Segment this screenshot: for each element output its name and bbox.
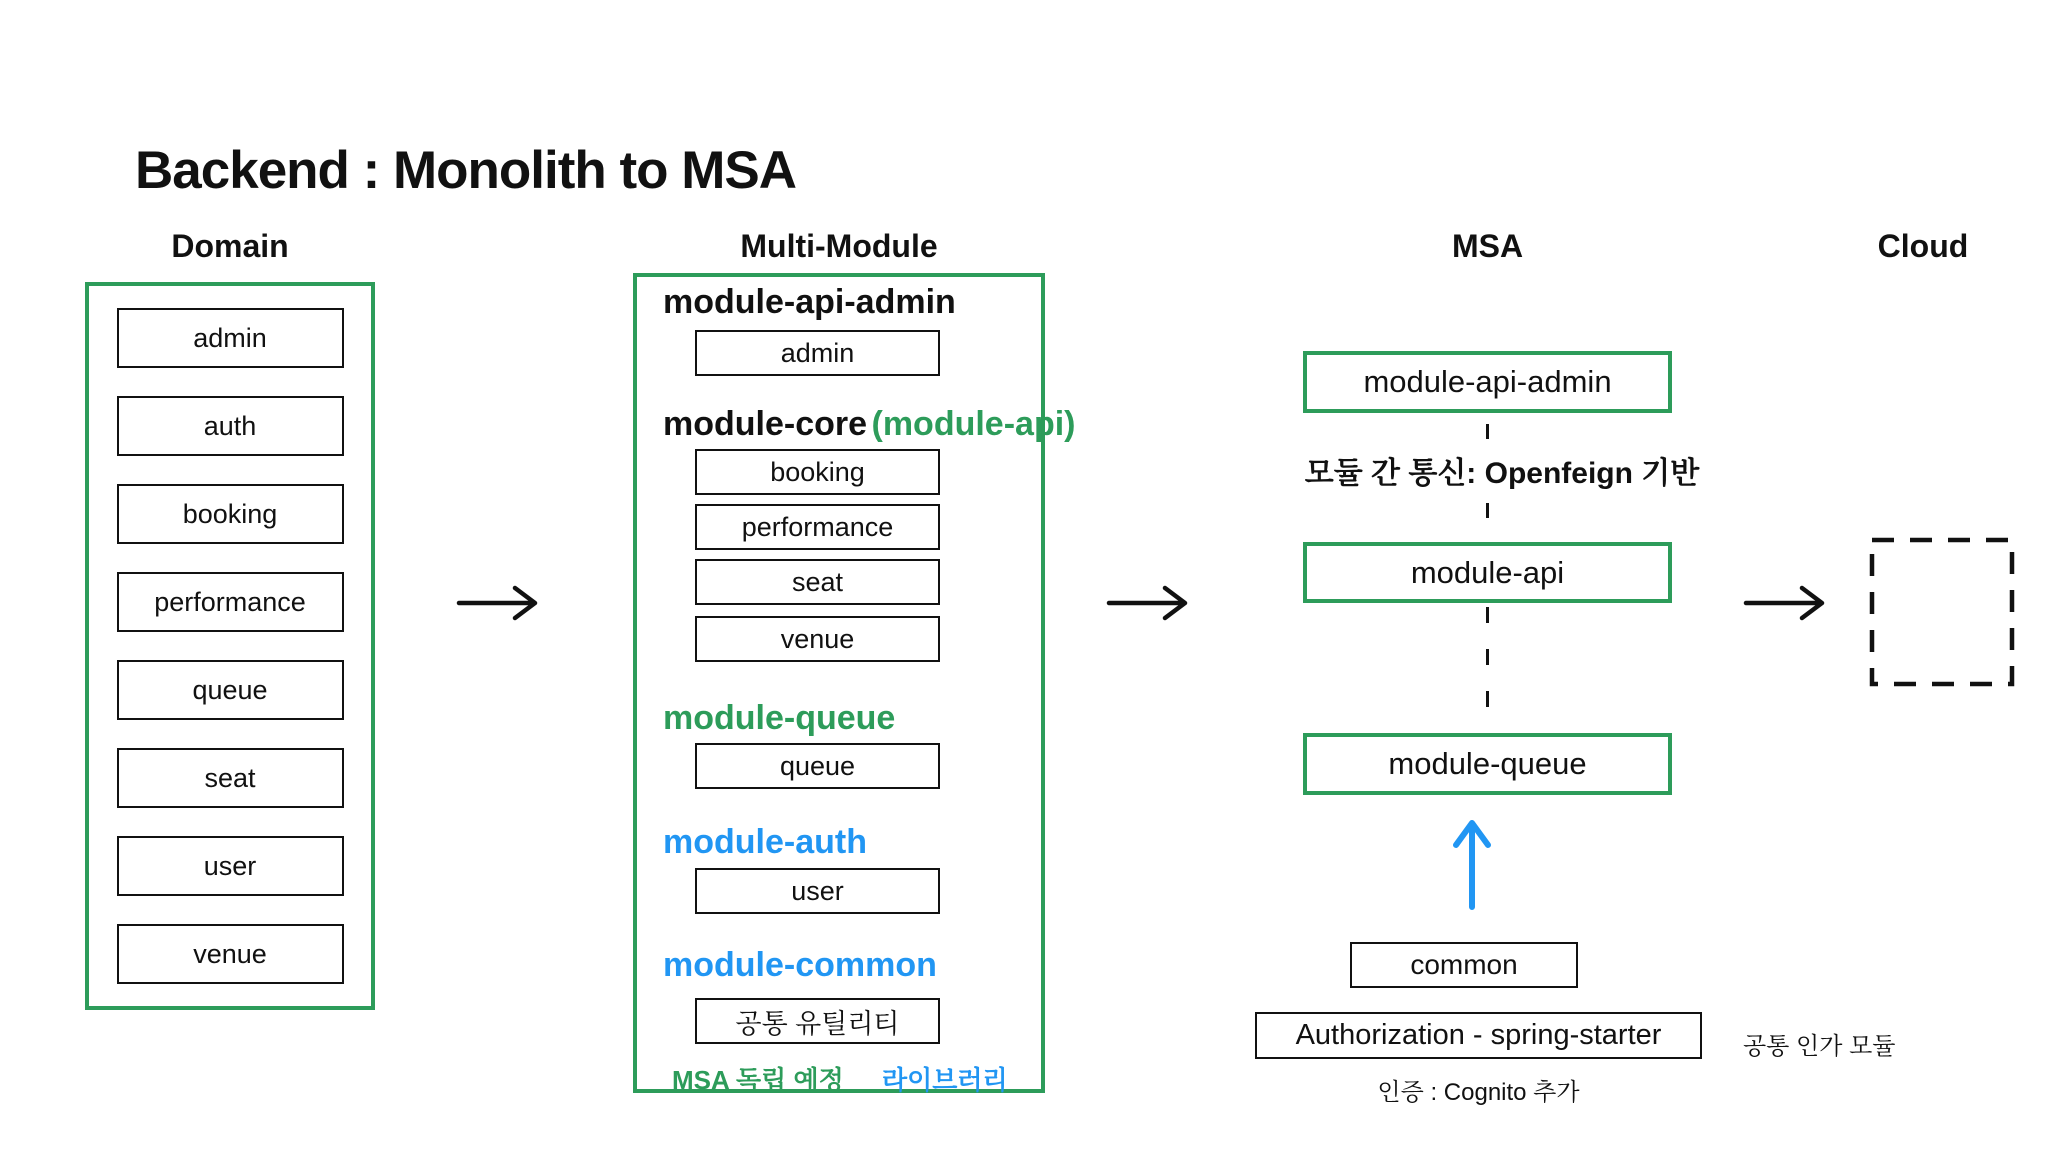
- note-common-auth-module: 공통 인가 모듈: [1743, 1033, 1896, 1060]
- column-header-domain: Domain: [171, 228, 289, 264]
- group-label-module-api-admin: module-api-admin: [663, 283, 956, 321]
- group-label-module-auth: module-auth: [663, 823, 867, 861]
- module-item-performance: performance: [695, 504, 940, 550]
- domain-item-seat: seat: [117, 748, 344, 808]
- footer-note-msa-independent: MSA 독립 예정: [672, 1065, 844, 1095]
- dash-connector: [1486, 503, 1489, 518]
- domain-item-queue: queue: [117, 660, 344, 720]
- group-label-module-common: module-common: [663, 946, 937, 984]
- domain-item-admin: admin: [117, 308, 344, 368]
- module-item-booking: booking: [695, 449, 940, 495]
- arrow-right-icon: [1105, 583, 1197, 623]
- cloud-placeholder-box: [1868, 536, 2016, 688]
- msa-box-module-api: module-api: [1303, 542, 1672, 603]
- note-cognito: 인증 : Cognito 추가: [1377, 1079, 1580, 1106]
- domain-container: [85, 282, 375, 1010]
- arrow-up-icon: [1448, 815, 1496, 913]
- page-title: Backend : Monolith to MSA: [135, 141, 797, 200]
- footer-note-library: 라이브러리: [882, 1065, 1008, 1095]
- group-label-module-api-suffix: (module-api): [871, 405, 1076, 443]
- msa-box-module-queue: module-queue: [1303, 733, 1672, 795]
- column-header-multi-module: Multi-Module: [740, 228, 938, 264]
- domain-item-performance: performance: [117, 572, 344, 632]
- group-label-module-core: module-core: [663, 405, 868, 443]
- arrow-right-icon: [1742, 583, 1834, 623]
- arrow-right-icon: [455, 583, 547, 623]
- msa-box-module-api-admin: module-api-admin: [1303, 351, 1672, 413]
- msa-authorization-box: Authorization - spring-starter: [1255, 1012, 1702, 1059]
- note-module-communication: 모듈 간 통신: Openfeign 기반: [1304, 457, 1700, 490]
- column-header-msa: MSA: [1451, 228, 1524, 264]
- msa-common-box: common: [1350, 942, 1578, 988]
- domain-item-auth: auth: [117, 396, 344, 456]
- dash-connector: [1486, 424, 1489, 439]
- module-item-venue: venue: [695, 616, 940, 662]
- module-item-seat: seat: [695, 559, 940, 605]
- domain-item-user: user: [117, 836, 344, 896]
- group-label-module-core-row: [663, 407, 1075, 441]
- module-item-common-utility: 공통 유틸리티: [695, 998, 940, 1044]
- domain-item-booking: booking: [117, 484, 344, 544]
- module-item-user: user: [695, 868, 940, 914]
- group-label-module-queue: module-queue: [663, 699, 896, 737]
- dashed-connector: [1486, 607, 1489, 731]
- column-header-cloud: Cloud: [1877, 228, 1969, 264]
- domain-item-venue: venue: [117, 924, 344, 984]
- module-item-queue: queue: [695, 743, 940, 789]
- module-item-admin: admin: [695, 330, 940, 376]
- multi-module-container: [633, 273, 1076, 1095]
